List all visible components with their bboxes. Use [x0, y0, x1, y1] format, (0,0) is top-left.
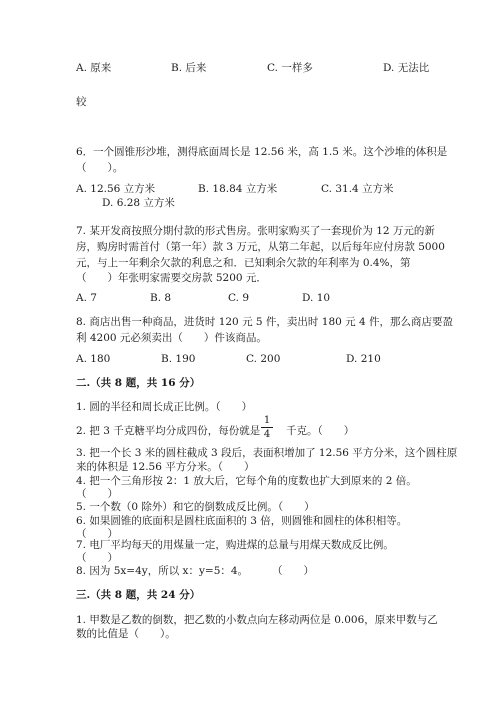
fill-1-line2: 数的比值是（ ）。 — [76, 628, 176, 640]
section-2-title: 二.（共 8 题，共 16 分） — [76, 377, 201, 389]
q5-option-d-continued: 较 — [76, 96, 87, 108]
q8-option-d: D. 210 — [346, 353, 381, 365]
q6-option-a: A. 12.56 立方米 — [76, 183, 156, 195]
q8-stem-line2: 利 4200 元必须卖出（ ）件该商品。 — [76, 332, 267, 344]
q7-option-b: B. 8 — [150, 292, 172, 304]
q8-option-b: B. 190 — [161, 353, 196, 365]
fraction-one-quarter — [261, 415, 273, 440]
q7-stem-line4: （ ）年张明家需要交房款 5200 元． — [76, 272, 267, 284]
tf-8-blank: （ ） — [272, 565, 314, 577]
q7-stem-line3: 元，与上一年剩余欠款的利息之和．已知剩余欠款的年利率为 0.4%，第 — [76, 257, 411, 269]
tf-3-line1: 3. 把一个长 3 米的圆柱截成 3 段后，表面积增加了 12.56 平方分米，这个圆柱原 — [76, 447, 458, 459]
section-3-title: 三.（共 8 题，共 24 分） — [76, 589, 201, 601]
q8-stem-line1: 8. 商店出售一种商品，进货时 120 元 5 件，卖出时 180 元 4 件，那么商店要盈 — [76, 316, 453, 328]
q6-option-c: C. 31.4 立方米 — [321, 183, 394, 195]
q7-option-d: D. 10 — [302, 292, 331, 304]
tf-6-blank: （ ） — [76, 528, 118, 540]
q5-option-a: A. 原来 — [76, 62, 112, 74]
q5-option-d: D. 无法比 — [383, 62, 430, 74]
q6-stem-line2: （ ）。 — [76, 162, 124, 174]
q7-option-c: C. 9 — [228, 292, 250, 304]
q6-option-d: D. 6.28 立方米 — [102, 197, 175, 209]
tf-2-part2: 千克。（ ） — [286, 425, 355, 437]
q6-option-b: B. 18.84 立方米 — [198, 183, 278, 195]
tf-2-part1: 2. 把 3 千克糖平均分成四份，每份就是 — [76, 425, 261, 437]
fraction-bar — [261, 427, 273, 428]
q8-option-a: A. 180 — [76, 353, 111, 365]
q7-stem-line1: 7. 某开发商按照分期付款的形式售房。张明家购买了一套现价为 12 万元的新 — [76, 225, 435, 237]
tf-7-line2: （ ） — [76, 552, 118, 564]
q8-option-c: C. 200 — [246, 353, 281, 365]
fraction-denominator: 4 — [263, 429, 271, 440]
q5-option-b: B. 后来 — [171, 62, 207, 74]
tf-5: 5. 一个数（0 除外）和它的倒数成反比例。（ ） — [76, 501, 315, 513]
tf-6: 6. 如果圆锥的底面积是圆柱底面积的 3 倍，则圆锥和圆柱的体积相等。 — [76, 515, 408, 527]
q5-option-c: C. 一样多 — [267, 62, 313, 74]
fill-1-line1: 1. 甲数是乙数的倒数，把乙数的小数点向左移动两位是 0.006，原来甲数与乙 — [76, 614, 438, 626]
tf-1: 1. 圆的半径和周长成正比例。（ ） — [76, 401, 253, 413]
q6-stem-line1: 6．一个圆锥形沙堆，测得底面周长是 12.56 米，高 1.5 米。这个沙堆的体积是 — [76, 146, 448, 158]
q7-stem-line2: 房，购房时需首付（第一年）款 3 万元，从第二年起，以后每年应付房款 5000 — [76, 241, 445, 253]
fraction-numerator: 1 — [263, 415, 271, 426]
tf-8: 8. 因为 5x=4y，所以 x：y=5：4。 — [76, 565, 249, 577]
tf-3-line2: 来的体积是 12.56 平方分米。（ ） — [76, 461, 255, 473]
tf-7-line1: 7. 电厂平均每天的用煤量一定，购进煤的总量与用煤天数成反比例。 — [76, 539, 394, 551]
tf-4-line1: 4. 把一个三角形按 2：1 放大后，它每个角的度数也扩大到原来的 2 倍。 — [76, 475, 417, 487]
tf-4-line2: （ ） — [76, 488, 118, 500]
q7-option-a: A. 7 — [76, 292, 97, 304]
